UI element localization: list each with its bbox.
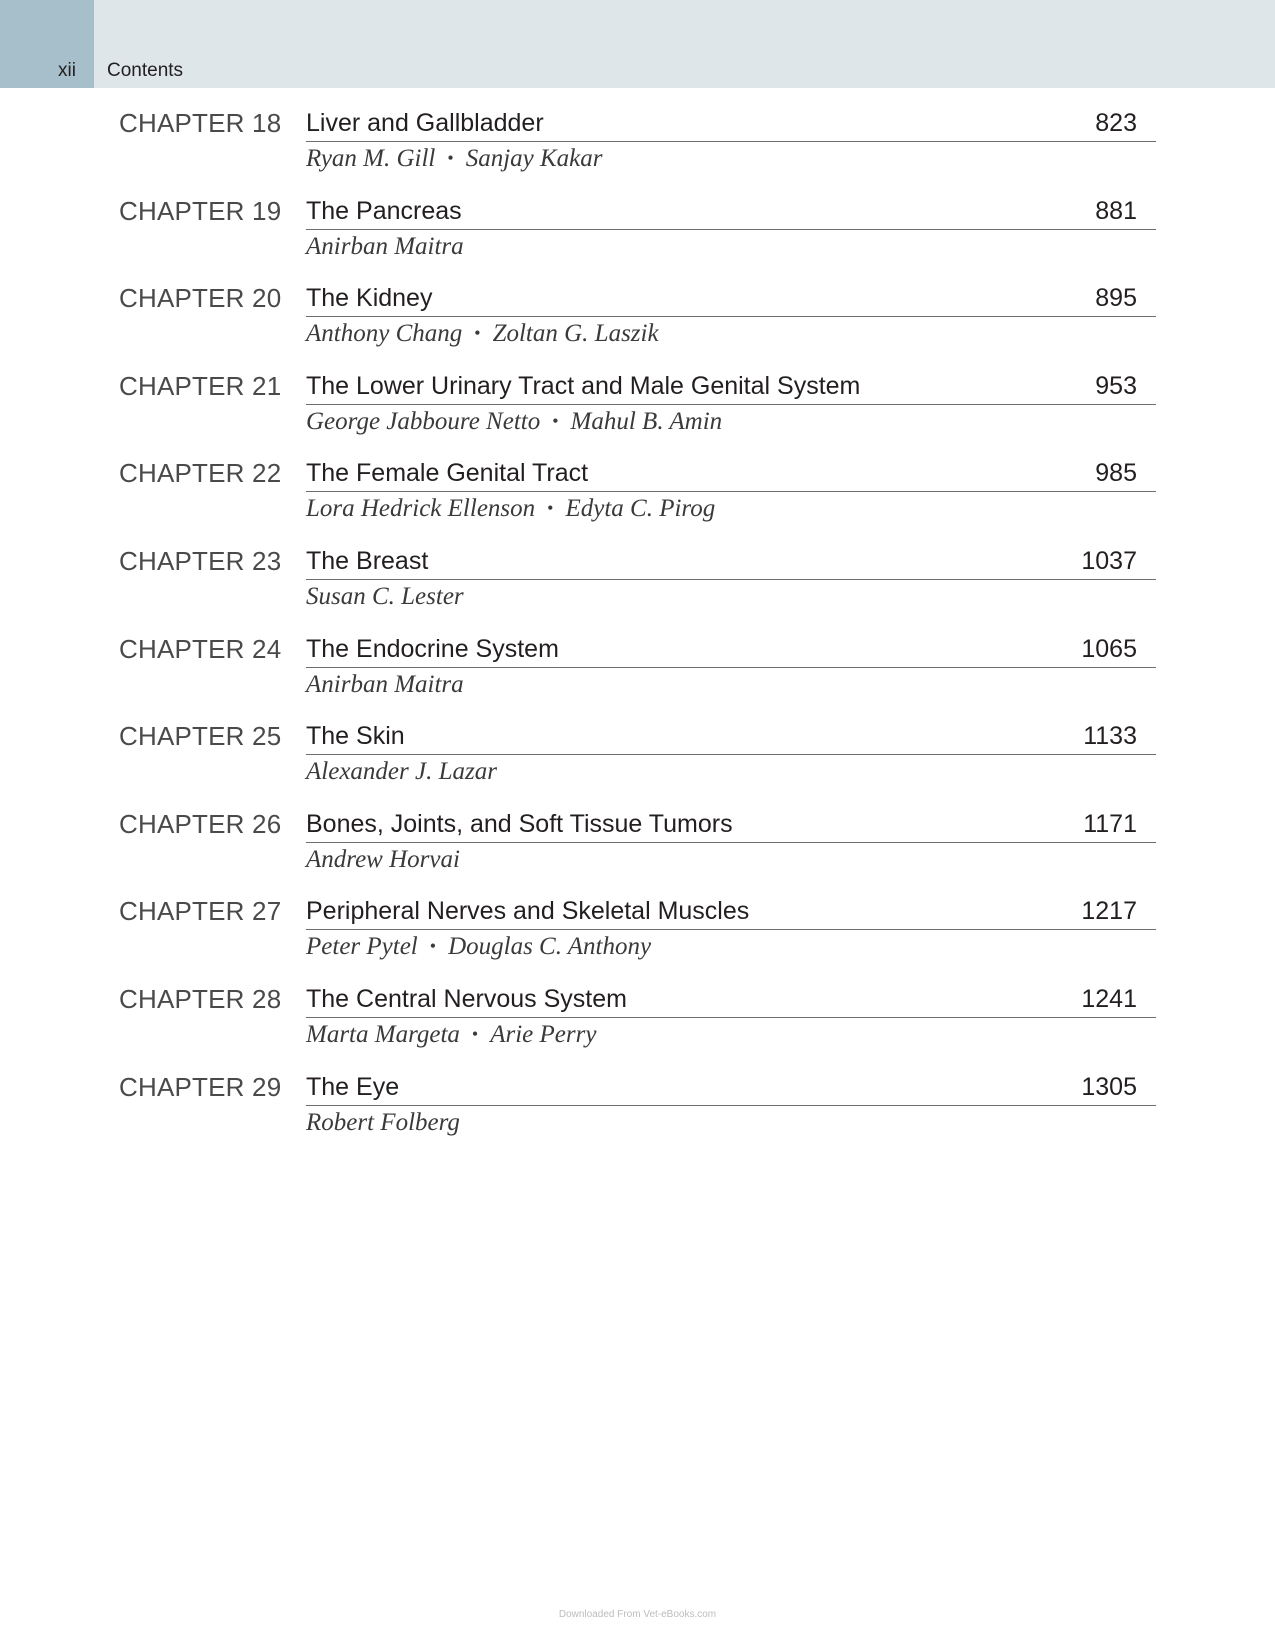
chapter-title: The Lower Urinary Tract and Male Genital System (306, 371, 861, 400)
title-rule (306, 316, 1156, 317)
chapter-title: The Pancreas (306, 196, 462, 225)
author-separator: • (471, 1024, 479, 1044)
author-separator: • (474, 323, 481, 344)
chapter-page-number: 895 (1095, 284, 1137, 313)
chapter-authors (306, 143, 603, 176)
chapter-authors (306, 1019, 596, 1052)
chapter-page-number: 823 (1095, 109, 1137, 137)
author-name: George Jabboure Netto (306, 407, 541, 435)
header-tab (0, 0, 94, 88)
title-rule (306, 667, 1156, 668)
chapter-title: The Kidney (306, 284, 433, 313)
title-rule (306, 842, 1156, 843)
chapter-label: CHAPTER 22 (119, 458, 282, 489)
title-rule (306, 229, 1156, 230)
author-name: Anirban Maitra (306, 670, 464, 698)
chapter-label: CHAPTER 18 (119, 108, 282, 138)
toc-entry (0, 545, 1275, 625)
toc-entry (0, 808, 1275, 888)
title-rule (306, 1105, 1156, 1106)
author-name: Alexander J. Lazar (306, 758, 497, 786)
chapter-label: CHAPTER 25 (119, 721, 282, 752)
chapter-label: CHAPTER 28 (119, 984, 282, 1014)
toc-entry (0, 720, 1275, 800)
author-separator: • (447, 148, 454, 168)
chapter-page-number: 953 (1095, 371, 1137, 400)
chapter-authors (306, 231, 464, 263)
title-rule (306, 404, 1156, 405)
chapter-title: Peripheral Nerves and Skeletal Muscles (306, 897, 750, 926)
chapter-page-number: 1241 (1081, 985, 1137, 1013)
chapter-label: CHAPTER 27 (119, 896, 282, 927)
title-rule (306, 1017, 1156, 1018)
chapter-title: The Female Genital Tract (306, 459, 589, 488)
chapter-page-number: 1037 (1081, 547, 1137, 575)
chapter-authors (306, 844, 460, 876)
toc-entry (0, 1071, 1275, 1151)
toc-entry (0, 895, 1275, 975)
author-name: Edyta C. Pirog (565, 495, 716, 523)
page-header (0, 0, 1275, 88)
title-rule (306, 754, 1156, 755)
chapter-authors (306, 406, 722, 439)
chapter-authors (306, 756, 497, 788)
author-separator: • (552, 410, 559, 431)
chapter-label: CHAPTER 24 (119, 633, 282, 664)
chapter-page-number: 1305 (1081, 1072, 1137, 1101)
chapter-authors (306, 581, 464, 613)
toc-entry (0, 983, 1275, 1063)
chapter-title: Bones, Joints, and Soft Tissue Tumors (306, 809, 733, 838)
toc-entry (0, 633, 1275, 713)
title-rule (306, 141, 1156, 142)
chapter-authors (306, 1107, 460, 1139)
chapter-authors (306, 669, 464, 701)
author-name: Anthony Chang (306, 320, 463, 348)
chapter-title: The Eye (306, 1072, 400, 1101)
running-head: Contents (107, 60, 184, 81)
author-name: Lora Hedrick Ellenson (306, 495, 536, 523)
chapter-authors (306, 931, 651, 964)
chapter-title: The Central Nervous System (306, 985, 627, 1013)
chapter-page-number: 985 (1095, 459, 1137, 488)
chapter-authors (306, 318, 659, 351)
author-name: Douglas C. Anthony (448, 933, 652, 961)
author-name: Ryan M. Gill (306, 145, 436, 172)
footer-watermark: Downloaded From Vet-eBooks.com (558, 1609, 717, 1620)
author-name: Robert Folberg (306, 1108, 460, 1136)
chapter-title: The Endocrine System (306, 634, 559, 663)
chapter-page-number: 1217 (1081, 897, 1137, 926)
toc-entry (0, 282, 1275, 362)
toc-entry (0, 370, 1275, 450)
author-name: Sanjay Kakar (465, 145, 603, 172)
title-rule (306, 929, 1156, 930)
author-separator: • (547, 498, 554, 519)
chapter-label: CHAPTER 20 (119, 283, 282, 314)
author-separator: • (429, 936, 437, 957)
author-name: Andrew Horvai (306, 845, 460, 873)
chapter-title: The Breast (306, 547, 429, 575)
chapter-page-number: 881 (1095, 196, 1137, 225)
author-name: Peter Pytel (306, 933, 418, 961)
chapter-page-number: 1133 (1083, 722, 1137, 751)
chapter-page-number: 1065 (1081, 634, 1137, 663)
author-name: Anirban Maitra (306, 232, 464, 260)
chapter-label: CHAPTER 29 (119, 1071, 282, 1102)
author-name: Marta Margeta (306, 1021, 460, 1048)
chapter-label: CHAPTER 19 (119, 195, 282, 226)
author-name: Mahul B. Amin (570, 407, 723, 435)
chapter-title: The Skin (306, 722, 405, 751)
page-number: xii (58, 60, 76, 81)
author-name: Zoltan G. Laszik (492, 320, 659, 348)
toc-entry (0, 457, 1275, 537)
toc-entry (0, 107, 1275, 187)
chapter-page-number: 1171 (1083, 809, 1137, 838)
chapter-label: CHAPTER 23 (119, 546, 282, 576)
author-name: Arie Perry (490, 1021, 597, 1048)
title-rule (306, 579, 1156, 580)
chapter-label: CHAPTER 26 (119, 808, 282, 839)
title-rule (306, 491, 1156, 492)
chapter-authors (306, 493, 715, 526)
chapter-title: Liver and Gallbladder (306, 109, 544, 137)
chapter-label: CHAPTER 21 (119, 370, 282, 401)
author-name: Susan C. Lester (306, 583, 464, 610)
toc-entry (0, 195, 1275, 275)
